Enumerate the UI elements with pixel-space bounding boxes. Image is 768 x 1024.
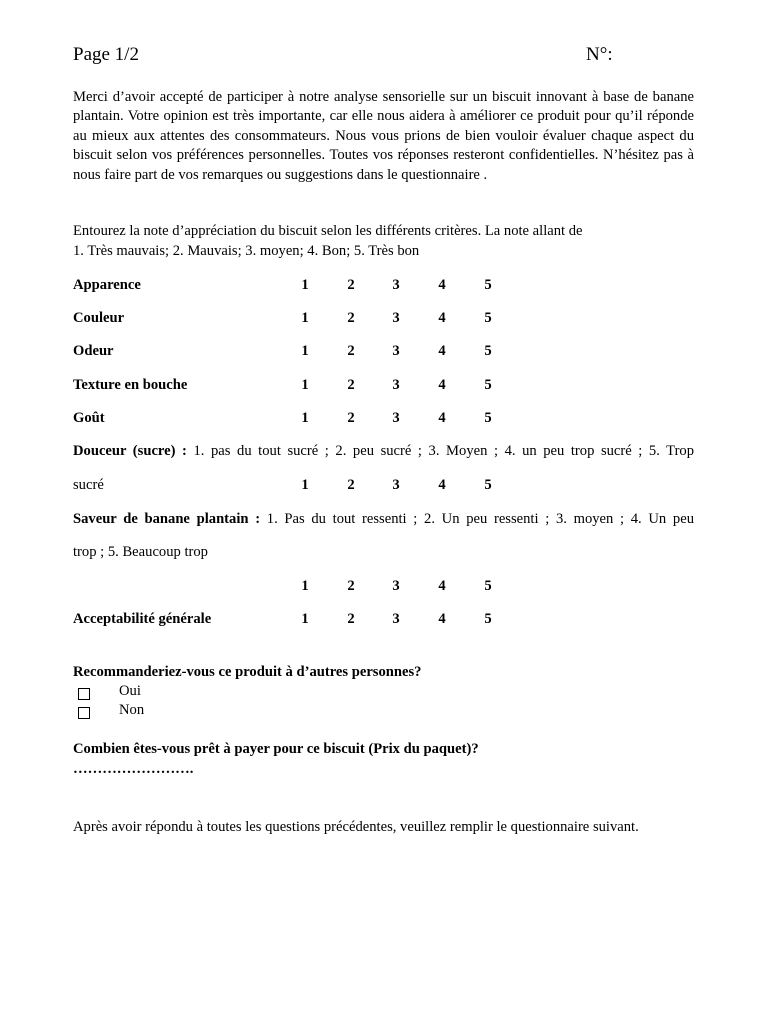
score-1[interactable]: 1 [301,578,309,594]
score-5[interactable]: 5 [484,578,492,594]
oui-checkbox[interactable] [78,688,90,700]
douceur-label: Douceur (sucre) : [73,443,187,459]
saveur-label: Saveur de banane plantain : [73,511,261,527]
rating-row-douceur [73,475,694,495]
score-4[interactable]: 4 [438,477,446,493]
rating-row-saveur [73,576,694,596]
score-3[interactable]: 3 [392,310,400,326]
score-2[interactable]: 2 [347,277,355,293]
score-5[interactable]: 5 [484,410,492,426]
non-checkbox[interactable] [78,707,90,719]
score-2[interactable]: 2 [347,343,355,359]
score-2[interactable]: 2 [347,310,355,326]
score-3[interactable]: 3 [392,578,400,594]
instructions-line-2: 1. Très mauvais; 2. Mauvais; 3. moyen; 4. Bon; 5. Très bon [73,243,420,259]
rating-row-odeur [73,341,694,361]
score-4[interactable]: 4 [438,611,446,627]
score-1[interactable]: 1 [301,611,309,627]
rating-row-couleur [73,308,694,328]
score-2[interactable]: 2 [347,477,355,493]
douceur-scale-text: 1. pas du tout sucré ; 2. peu sucré ; 3. Moyen ; 4. un peu trop sucré ; 5. Trop [193,443,695,459]
score-1[interactable]: 1 [301,477,309,493]
score-3[interactable]: 3 [392,611,400,627]
criterion-label: Acceptabilité générale [73,611,212,627]
score-5[interactable]: 5 [484,377,492,393]
footer-instruction: Après avoir répondu à toutes les questions précédentes, veuillez remplir le questionnaire suivant. [73,819,639,835]
score-4[interactable]: 4 [438,377,446,393]
score-4[interactable]: 4 [438,310,446,326]
score-3[interactable]: 3 [392,343,400,359]
price-answer-field[interactable] [73,760,694,779]
saveur-description [73,510,694,529]
score-4[interactable]: 4 [438,410,446,426]
saveur-scale-text-end: trop ; 5. Beaucoup trop [73,544,208,560]
score-5[interactable]: 5 [484,277,492,293]
form-number-label: N°: [586,44,613,65]
score-1[interactable]: 1 [301,377,309,393]
instructions-line-1: Entourez la note d’appréciation du biscuit selon les différents critères. La note allant de [73,223,583,239]
criterion-label: Apparence [73,277,141,293]
criterion-label: Texture en bouche [73,377,188,393]
score-4[interactable]: 4 [438,277,446,293]
rating-row-texture [73,375,694,395]
score-1[interactable]: 1 [301,343,309,359]
score-3[interactable]: 3 [392,410,400,426]
saveur-scale-text: 1. Pas du tout ressenti ; 2. Un peu ressenti ; 3. moyen ; 4. Un peu [266,511,694,527]
douceur-scale-text-end: sucré [73,477,104,493]
score-2[interactable]: 2 [347,410,355,426]
score-3[interactable]: 3 [392,377,400,393]
rating-row-acceptabilite [73,609,694,629]
rating-row-apparence [73,275,694,295]
score-5[interactable]: 5 [484,477,492,493]
recommend-question: Recommanderiez-vous ce produit à d’autres personnes? [73,664,422,680]
score-4[interactable]: 4 [438,343,446,359]
oui-label: Oui [119,683,141,699]
score-2[interactable]: 2 [347,611,355,627]
intro-paragraph: Merci d’avoir accepté de participer à notre analyse sensorielle sur un biscuit innovant à base de banane plantain. Votre opinion est très importante, car elle nous aidera à améliorer ce produit pour qu’il réponde au mieux aux attentes des consommateurs. Nous vous prions de bien vouloir évaluer chaque aspect du biscuit selon vos préférences personnelles. Toutes vos réponses resteront confidentielles. N’hésitez pas à nous faire part de vos remarques ou suggestions dans le questionnaire . [73,89,694,183]
price-answer-dots: ……………………. [73,761,194,777]
douceur-description [73,442,694,461]
score-1[interactable]: 1 [301,410,309,426]
score-5[interactable]: 5 [484,310,492,326]
score-5[interactable]: 5 [484,611,492,627]
score-2[interactable]: 2 [347,377,355,393]
criterion-label: Odeur [73,343,114,359]
score-2[interactable]: 2 [347,578,355,594]
score-3[interactable]: 3 [392,277,400,293]
non-label: Non [119,702,145,718]
score-4[interactable]: 4 [438,578,446,594]
score-1[interactable]: 1 [301,310,309,326]
score-5[interactable]: 5 [484,343,492,359]
criterion-label: Goût [73,410,105,426]
score-1[interactable]: 1 [301,277,309,293]
page-number: Page 1/2 [73,44,139,65]
score-3[interactable]: 3 [392,477,400,493]
price-question: Combien êtes-vous prêt à payer pour ce biscuit (Prix du paquet)? [73,741,479,757]
criterion-label: Couleur [73,310,125,326]
rating-row-gout [73,408,694,428]
